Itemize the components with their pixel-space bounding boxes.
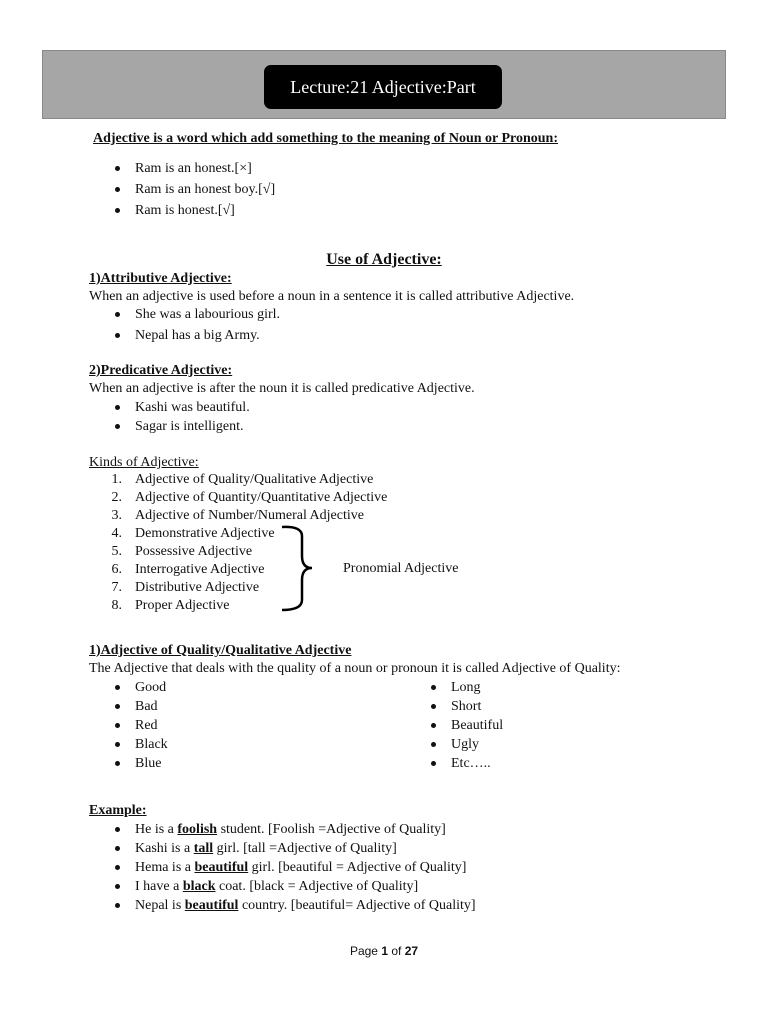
kinds-item: Distributive Adjective [135, 580, 260, 595]
example-text: student. [Foolish =Adjective of Quality] [217, 822, 446, 837]
bullet-icon [115, 742, 120, 747]
bullet-icon [115, 846, 120, 851]
predicative-text: When an adjective is after the noun it is called predicative Adjective. [89, 381, 475, 396]
use-heading: Use of Adjective: [326, 251, 442, 268]
example-text: Hema is a [135, 860, 195, 875]
example-text: Kashi is a [135, 841, 194, 856]
bullet-icon [431, 704, 436, 709]
example-text: country. [beautiful= Adjective of Quality] [238, 898, 476, 913]
example-text: girl. [tall =Adjective of Quality] [213, 841, 397, 856]
quality-text: The Adjective that deals with the quality of a noun or pronoun it is called Adjective of Quality: [89, 661, 621, 676]
bullet-icon [115, 827, 120, 832]
bullet-icon [115, 865, 120, 870]
bullet-icon [115, 208, 120, 213]
predicative-heading: 2)Predicative Adjective: [89, 363, 233, 378]
quality-right-item: Beautiful [451, 718, 504, 733]
example-keyword: beautiful [194, 860, 249, 875]
kinds-item: Possessive Adjective [135, 544, 253, 559]
list-number: 6. [111, 562, 122, 577]
predicative-example: Sagar is intelligent. [135, 419, 244, 434]
example-text: He is a [135, 822, 178, 837]
page-total: 27 [404, 944, 419, 958]
bullet-icon [115, 187, 120, 192]
kinds-item: Adjective of Number/Numeral Adjective [135, 508, 364, 523]
list-number: 8. [111, 598, 122, 613]
lecture-title: Lecture:21 Adjective:Part [264, 65, 502, 109]
example-keyword: beautiful [184, 898, 239, 913]
example-item [135, 840, 397, 858]
bullet-icon [115, 884, 120, 889]
intro-example: Ram is an honest.[×] [135, 161, 252, 176]
list-number: 4. [111, 526, 122, 541]
of-label: of [391, 944, 402, 958]
example-item [135, 897, 476, 915]
attributive-text: When an adjective is used before a noun in a sentence it is called attributive Adjective. [89, 289, 575, 304]
intro-example: Ram is an honest boy.[√] [135, 182, 276, 197]
kinds-heading: Kinds of Adjective: [89, 455, 199, 470]
bullet-icon [115, 723, 120, 728]
quality-right-item: Ugly [451, 737, 479, 752]
list-number: 5. [111, 544, 122, 559]
example-text: girl. [beautiful = Adjective of Quality] [248, 860, 467, 875]
bullet-icon [115, 424, 120, 429]
definition-text: Adjective is a word which add something to the meaning of Noun or Pronoun: [93, 131, 559, 146]
bullet-icon [115, 903, 120, 908]
kinds-item: Proper Adjective [135, 598, 230, 613]
quality-left-item: Bad [135, 699, 158, 714]
example-keyword: black [182, 879, 216, 894]
list-number: 3. [111, 508, 122, 523]
example-text: coat. [black = Adjective of Quality] [215, 879, 419, 894]
kinds-item: Adjective of Quantity/Quantitative Adjective [135, 490, 388, 505]
quality-left-item: Blue [135, 756, 162, 771]
kinds-item: Demonstrative Adjective [135, 526, 275, 541]
bullet-icon [431, 685, 436, 690]
curly-brace-icon [278, 524, 334, 614]
example-text: I have a [135, 879, 183, 894]
example-item [135, 878, 418, 896]
example-keyword: tall [193, 841, 214, 856]
predicative-example: Kashi was beautiful. [135, 400, 250, 415]
example-heading: Example: [89, 803, 147, 818]
pronomial-label: Pronomial Adjective [343, 561, 459, 576]
bullet-icon [115, 312, 120, 317]
example-text: Nepal is [135, 898, 185, 913]
quality-left-item: Black [135, 737, 168, 752]
bullet-icon [431, 723, 436, 728]
quality-right-item: Etc….. [451, 756, 491, 771]
page-footer [0, 943, 768, 959]
list-number: 7. [111, 580, 122, 595]
attributive-heading: 1)Attributive Adjective: [89, 271, 232, 286]
intro-example: Ram is honest.[√] [135, 203, 235, 218]
kinds-item: Interrogative Adjective [135, 562, 265, 577]
quality-right-item: Long [451, 680, 481, 695]
bullet-icon [115, 704, 120, 709]
page-label: Page [349, 944, 378, 958]
quality-right-item: Short [451, 699, 482, 714]
bullet-icon [115, 405, 120, 410]
list-number: 1. [111, 472, 122, 487]
quality-left-item: Good [135, 680, 167, 695]
kinds-item: Adjective of Quality/Qualitative Adjective [135, 472, 374, 487]
example-item [135, 859, 466, 877]
bullet-icon [115, 333, 120, 338]
list-number: 2. [111, 490, 122, 505]
quality-heading: 1)Adjective of Quality/Qualitative Adjective [89, 643, 352, 658]
attributive-example: She was a labourious girl. [135, 307, 281, 322]
attributive-example: Nepal has a big Army. [135, 328, 260, 343]
example-item [135, 821, 446, 839]
quality-left-item: Red [135, 718, 158, 733]
example-keyword: foolish [177, 822, 218, 837]
bullet-icon [115, 685, 120, 690]
bullet-icon [431, 761, 436, 766]
bullet-icon [431, 742, 436, 747]
bullet-icon [115, 761, 120, 766]
page-number: 1 [381, 944, 388, 958]
bullet-icon [115, 166, 120, 171]
